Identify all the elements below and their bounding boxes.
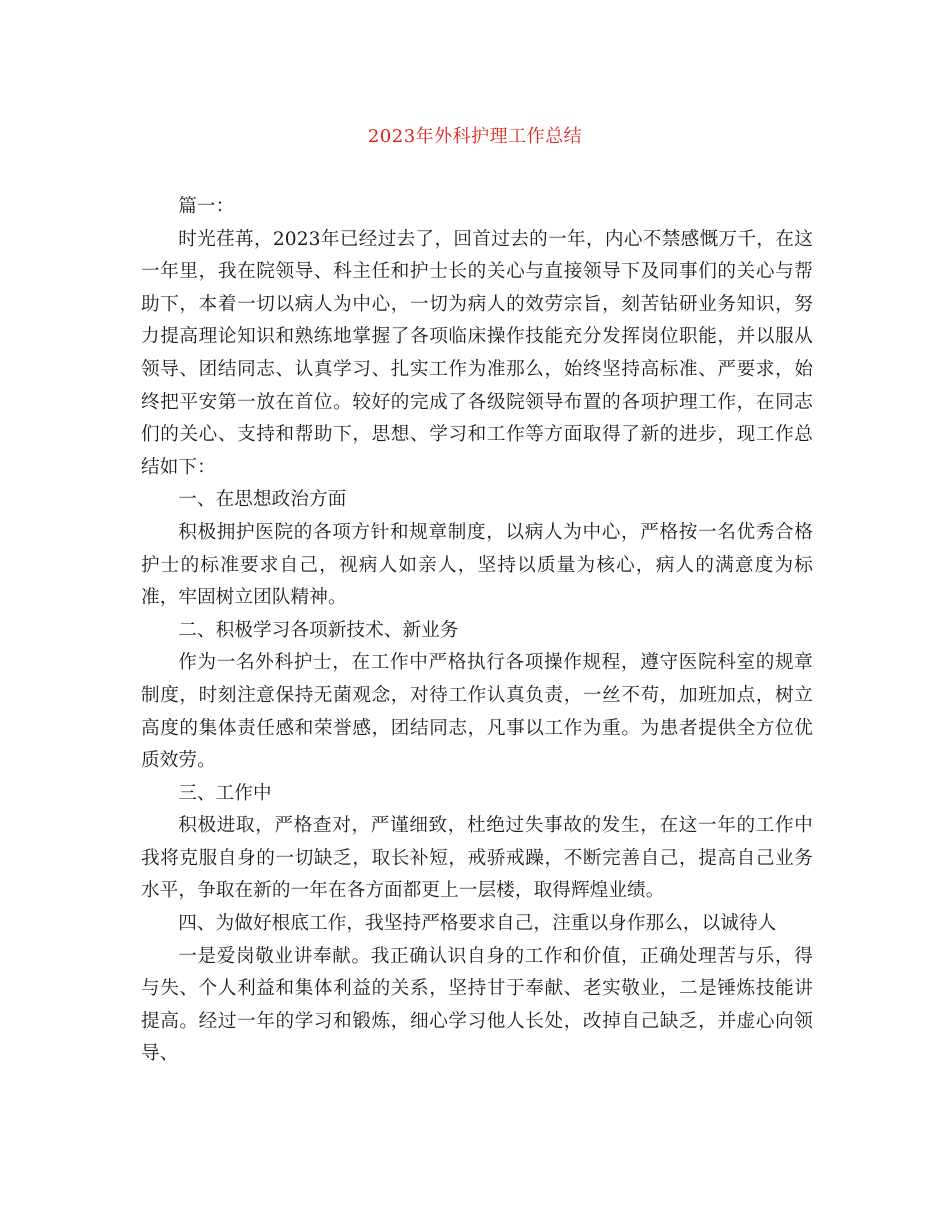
- section-paragraph-3: 积极进取，严格查对，严谨细致，杜绝过失事故的发生，在这一年的工作中我将克服自身的一切缺乏，取长补短，戒骄戒躁，不断完善自己，提高自己业务水平，争取在新的一年在各方面都更上一层楼，取得辉煌业绩。: [141, 815, 813, 902]
- section-heading-1: 一、在思想政治方面: [178, 489, 347, 511]
- section-paragraph-4: 一是爱岗敬业讲奉献。我正确认识自身的工作和价值，正确处理苦与乐，得与失、个人利益和集体利益的关系，坚持甘于奉献、老实敬业，二是锤炼技能讲提高。经过一年的学习和锻炼，细心学习他人长处，改掉自己缺乏，并虚心向领导、: [141, 945, 813, 1065]
- section-label: 篇一：: [178, 196, 235, 217]
- section-heading-4: 四、为做好根底工作，我坚持严格要求自己，注重以身作那么，以诚待人: [178, 913, 777, 935]
- section-heading-2: 二、积极学习各项新技术、新业务: [178, 619, 459, 641]
- section-paragraph-1: 积极拥护医院的各项方针和规章制度，以病人为中心，严格按一名优秀合格护士的标准要求自己，视病人如亲人，坚持以质量为核心，病人的满意度为标准，牢固树立团队精神。: [141, 521, 813, 609]
- intro-paragraph: 时光荏苒，2023年已经过去了，回首过去的一年，内心不禁感慨万千，在这一年里，我在院领导、科主任和护士长的关心与直接领导下及同事们的关心与帮助下，本着一切以病人为中心，一切为病人的效劳宗旨，刻苦钻研业务知识，努力提高理论知识和熟练地掌握了各项临床操作技能充分发挥岗位职能，并以服从领导、团结同志、认真学习、扎实工作为准那么，始终坚持高标准、严要求，始终把平安第一放在首位。较好的完成了各级院领导布置的各项护理工作，在同志们的关心、支持和帮助下，思想、学习和工作等方面取得了新的进步，现工作总结如下：: [141, 228, 813, 478]
- section-heading-3: 三、工作中: [178, 782, 272, 804]
- document-title: 2023年外科护理工作总结: [367, 126, 583, 147]
- section-paragraph-2: 作为一名外科护士，在工作中严格执行各项操作规程，遵守医院科室的规章制度，时刻注意保持无菌观念，对待工作认真负责，一丝不苟，加班加点，树立高度的集体责任感和荣誉感，团结同志，凡事以工作为重。为患者提供全方位优质效劳。: [141, 652, 813, 772]
- document-body: [141, 191, 813, 1071]
